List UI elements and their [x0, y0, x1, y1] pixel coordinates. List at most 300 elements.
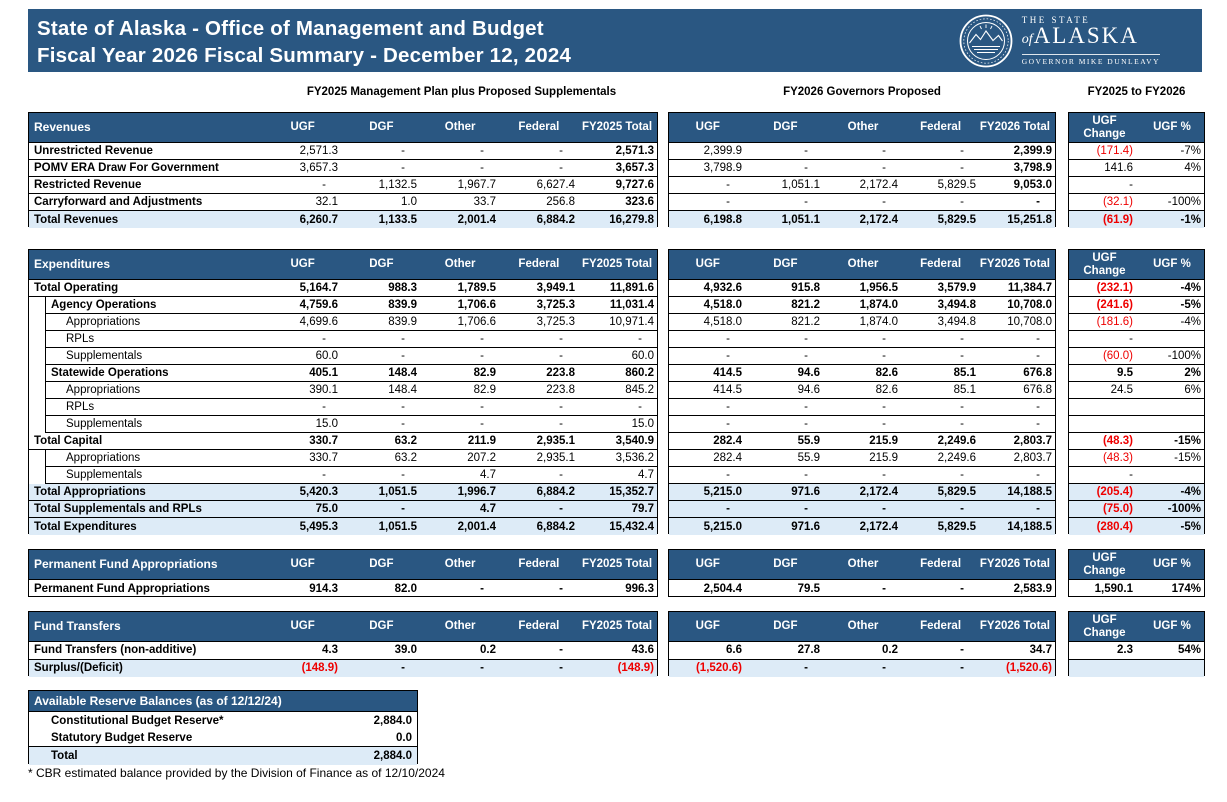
table-block	[1068, 249, 1205, 534]
cell: -	[322, 333, 326, 345]
cell: 2,803.7	[1013, 435, 1052, 447]
row-content	[46, 331, 657, 348]
cell: (148.9)	[301, 662, 338, 675]
row-content	[1069, 660, 1204, 678]
cell: 3,657.3	[299, 162, 338, 174]
row-content	[1069, 484, 1204, 501]
cell: 63.2	[394, 435, 417, 447]
cell: 6,260.7	[299, 213, 338, 226]
table-row	[669, 399, 1055, 416]
cell: 94.6	[797, 384, 820, 396]
table-row	[29, 314, 657, 331]
cell: 2,399.9	[1013, 145, 1052, 157]
cell: -	[1036, 196, 1040, 208]
column-header-ugf: UGF	[695, 258, 720, 270]
cell: 32.1	[315, 196, 338, 208]
indent-spacer	[29, 297, 46, 314]
table-row	[669, 580, 1055, 598]
cell: -	[882, 418, 886, 430]
table-row	[669, 365, 1055, 382]
table-header-row	[669, 550, 1055, 580]
cell: 988.3	[388, 282, 417, 294]
cell: 4.7	[480, 469, 496, 481]
row-content	[1069, 314, 1204, 331]
cell: 10,971.4	[609, 316, 654, 328]
table-row	[29, 518, 657, 535]
cell: 1,996.7	[457, 486, 496, 498]
cell: 323.6	[625, 196, 654, 208]
cell: -	[960, 644, 964, 657]
column-header-federal: Federal	[518, 620, 560, 632]
table-row	[29, 660, 657, 678]
cell: 2,172.4	[859, 213, 898, 226]
row-content	[669, 365, 1055, 382]
cell: 211.9	[467, 435, 496, 447]
cell: 15,352.7	[609, 486, 654, 498]
column-header-other: Other	[847, 620, 879, 632]
cell: -	[322, 469, 326, 481]
table-row	[1069, 280, 1204, 297]
cell: 3,725.3	[536, 316, 575, 328]
cell: 3,798.9	[703, 162, 742, 174]
cell: -	[480, 145, 484, 157]
cell: -	[1129, 333, 1133, 345]
table-row	[1069, 143, 1204, 160]
cell: 5,164.7	[299, 282, 338, 294]
cell: 996.3	[625, 583, 654, 595]
cell: -	[1036, 469, 1040, 481]
row-content	[669, 280, 1055, 297]
cell: 223.8	[546, 367, 575, 379]
cell: -	[804, 145, 808, 157]
row-label: Appropriations	[66, 452, 141, 464]
row-content	[669, 348, 1055, 365]
row-content	[669, 580, 1055, 598]
cell: 4.7	[638, 469, 654, 481]
cell: -	[804, 662, 808, 675]
cell: -	[882, 583, 886, 595]
cell: 1,051.5	[378, 520, 417, 533]
cell: -	[960, 196, 964, 208]
cell: -	[882, 401, 886, 413]
row-content	[29, 160, 657, 177]
cell: -	[1036, 350, 1040, 362]
cell: -	[960, 469, 964, 481]
cell: 39.0	[394, 644, 417, 657]
row-content	[29, 580, 657, 598]
cell: -	[804, 196, 808, 208]
row-content	[669, 450, 1055, 467]
row-label: Total Revenues	[34, 213, 119, 226]
row-content	[669, 467, 1055, 484]
row-label: POMV ERA Draw For Government	[34, 162, 219, 174]
column-header-federal: Federal	[920, 620, 962, 632]
row-label: Restricted Revenue	[34, 179, 142, 191]
cell: 5,495.3	[299, 520, 338, 533]
table-header-row	[1069, 113, 1204, 143]
cell: 54%	[1177, 644, 1201, 657]
cell: 60.0	[631, 350, 654, 362]
cell: (181.6)	[1096, 316, 1133, 328]
table-row	[669, 297, 1055, 314]
cell: 3,949.1	[536, 282, 575, 294]
table-block	[668, 249, 1056, 534]
reserve-table-title: Available Reserve Balances (as of 12/12/24)	[34, 693, 282, 708]
cell: -	[1036, 418, 1040, 430]
table-header-row	[29, 250, 657, 280]
section-header-label: Permanent Fund Appropriations	[34, 557, 218, 571]
column-header-ugf-change	[1069, 250, 1140, 279]
row-label: Appropriations	[66, 384, 141, 396]
column-header-ugf-change	[1069, 612, 1140, 641]
table-row	[29, 331, 657, 348]
cell: 5,829.5	[937, 520, 976, 533]
cell: -	[726, 469, 730, 481]
cell: 14,188.5	[1007, 486, 1052, 498]
cell: -	[882, 350, 886, 362]
row-content	[1069, 382, 1204, 399]
cell: -	[559, 418, 563, 430]
cell: 390.1	[309, 384, 338, 396]
column-header-ugf-pct: UGF %	[1153, 258, 1191, 270]
cell: -	[1036, 503, 1040, 515]
column-header-fy2026-total: FY2026 Total	[979, 121, 1050, 133]
table-row	[29, 297, 657, 314]
cell: 85.1	[953, 367, 976, 379]
row-content	[46, 314, 657, 331]
row-label: Agency Operations	[51, 299, 157, 311]
row-content	[29, 747, 417, 765]
cell: (280.4)	[1096, 520, 1133, 533]
column-header-federal: Federal	[518, 121, 560, 133]
cell: 4,699.6	[299, 316, 338, 328]
column-header-ugf-change	[1069, 113, 1140, 142]
cell: -	[882, 469, 886, 481]
table-row	[669, 501, 1055, 518]
table-row	[29, 399, 657, 416]
column-header-other: Other	[444, 620, 476, 632]
indent-spacer	[29, 314, 46, 331]
column-header-ugf-pct: UGF %	[1153, 121, 1191, 133]
cell: 4,932.6	[703, 282, 742, 294]
cell: 1,789.5	[457, 282, 496, 294]
cell: -	[804, 162, 808, 174]
cell: 1,874.0	[859, 299, 898, 311]
cbr-footnote: * CBR estimated balance provided by the Division of Finance as of 12/10/2024	[28, 766, 445, 780]
cell: 2,803.7	[1013, 452, 1052, 464]
cell: -7%	[1180, 145, 1201, 157]
table-block	[668, 112, 1056, 227]
cell: 5,829.5	[937, 179, 976, 191]
cell: -	[804, 418, 808, 430]
cell: (48.3)	[1102, 452, 1133, 464]
table-header-row	[1069, 612, 1204, 642]
row-content	[1069, 211, 1204, 228]
indent-spacer	[29, 450, 46, 467]
cell: 3,536.2	[615, 452, 654, 464]
row-content	[29, 194, 657, 211]
reserve-row-value: 2,884.0	[373, 749, 412, 762]
cell: -	[322, 179, 326, 191]
cell: 11,384.7	[1007, 282, 1052, 294]
cell: 79.5	[797, 583, 820, 595]
cell: 1,051.5	[378, 486, 417, 498]
cell: 1.0	[401, 196, 417, 208]
cell: 3,540.9	[615, 435, 654, 447]
column-header-other: Other	[847, 558, 879, 570]
cell: (32.1)	[1102, 196, 1133, 208]
row-label: Statewide Operations	[51, 367, 169, 379]
column-header-ugf: UGF	[290, 258, 315, 270]
row-content	[669, 143, 1055, 160]
table-row	[669, 194, 1055, 211]
table-row	[1069, 501, 1204, 518]
table-row	[29, 501, 657, 518]
row-label: Total Capital	[34, 435, 103, 447]
cell: -	[559, 583, 563, 595]
cell: 215.9	[869, 435, 898, 447]
logo-alaska	[1022, 25, 1160, 51]
cell: -	[726, 196, 730, 208]
column-header-dgf: DGF	[369, 620, 394, 632]
cell: -	[559, 350, 563, 362]
row-content	[669, 297, 1055, 314]
table-block	[1068, 549, 1205, 597]
row-label: Surplus/(Deficit)	[34, 662, 123, 675]
column-header-federal: Federal	[920, 121, 962, 133]
table-header-row	[1069, 250, 1204, 280]
cell: 6,198.8	[703, 213, 742, 226]
state-of-alaska-logo	[959, 14, 1202, 68]
cell: 11,891.6	[609, 282, 654, 294]
row-label: Total Supplementals and RPLs	[34, 503, 202, 515]
table-row	[1069, 211, 1204, 228]
group-title-fy2026-proposed: FY2026 Governors Proposed	[783, 86, 941, 98]
table-header-row	[29, 113, 657, 143]
table-row	[29, 642, 657, 660]
cell: 24.5	[1110, 384, 1133, 396]
cell: 9.5	[1117, 367, 1133, 379]
cell: 27.8	[797, 644, 820, 657]
cell: -	[804, 503, 808, 515]
cell: (61.9)	[1102, 213, 1133, 226]
table-block	[28, 549, 658, 597]
table-block	[28, 112, 658, 227]
cell: 2,583.9	[1013, 583, 1052, 595]
cell: 11,031.4	[609, 299, 654, 311]
row-content	[669, 484, 1055, 501]
cell: 1,590.1	[1094, 583, 1133, 595]
cell: -	[401, 145, 405, 157]
cell: -	[559, 145, 563, 157]
row-content	[46, 416, 657, 433]
cell: 82.6	[875, 384, 898, 396]
cell: -	[322, 401, 326, 413]
column-header-ugf-pct: UGF %	[1153, 620, 1191, 632]
cell: -	[804, 469, 808, 481]
page-title-line1: State of Alaska - Office of Management and Budget	[37, 16, 544, 40]
row-content	[1069, 280, 1204, 297]
table-row	[1069, 194, 1204, 211]
group-title-fy2025-plan: FY2025 Management Plan plus Proposed Supplementals	[306, 86, 617, 98]
cell: -15%	[1174, 435, 1201, 447]
row-label: RPLs	[66, 401, 95, 413]
cell: -	[960, 418, 964, 430]
table-header-row	[1069, 550, 1204, 580]
reserve-table-header	[29, 691, 417, 712]
cell: 5,215.0	[703, 520, 742, 533]
row-content	[29, 211, 657, 228]
column-header-federal: Federal	[920, 558, 962, 570]
cell: (75.0)	[1102, 503, 1133, 515]
cell: 15,432.4	[609, 520, 654, 533]
row-content	[669, 642, 1055, 660]
row-content	[669, 211, 1055, 228]
table-row	[1069, 314, 1204, 331]
cell: 6.6	[726, 644, 742, 657]
column-header-dgf: DGF	[369, 558, 394, 570]
ugf-change-label: UGF Change	[1083, 613, 1126, 639]
table-row	[1069, 160, 1204, 177]
cell: 3,579.9	[937, 282, 976, 294]
cell: -	[559, 662, 563, 675]
cell: 414.5	[713, 384, 742, 396]
cell: -15%	[1174, 452, 1201, 464]
cell: -	[726, 179, 730, 191]
section-header-label: Fund Transfers	[34, 619, 121, 633]
cell: 3,798.9	[1013, 162, 1052, 174]
table-block	[1068, 611, 1205, 676]
cell: 2.3	[1117, 644, 1133, 657]
cell: 60.0	[315, 350, 338, 362]
cell: -	[960, 145, 964, 157]
row-content	[1069, 348, 1204, 365]
cell: -	[960, 583, 964, 595]
cell: 6,884.2	[536, 520, 575, 533]
cell: 1,051.1	[781, 213, 820, 226]
reserve-row-label: Total	[51, 749, 78, 762]
column-header-ugf: UGF	[695, 558, 720, 570]
cell: -4%	[1180, 486, 1201, 498]
row-content	[46, 348, 657, 365]
cell: -	[559, 503, 563, 515]
row-content	[1069, 416, 1204, 433]
cell: 915.8	[791, 282, 820, 294]
row-label: Appropriations	[66, 316, 141, 328]
cell: -100%	[1167, 350, 1201, 362]
row-content	[29, 501, 657, 518]
cell: 414.5	[713, 367, 742, 379]
table-row	[1069, 331, 1204, 348]
table-row	[29, 177, 657, 194]
row-content	[46, 399, 657, 416]
cell: 75.0	[315, 503, 338, 515]
cell: -	[882, 503, 886, 515]
table-row	[1069, 365, 1204, 382]
column-header-fy2025-total: FY2025 Total	[581, 620, 653, 632]
cell: 55.9	[797, 452, 820, 464]
reserve-row-label: Constitutional Budget Reserve*	[51, 714, 224, 727]
cell: 2,504.4	[703, 583, 742, 595]
table-row	[1069, 484, 1204, 501]
row-label: Supplementals	[66, 469, 143, 481]
group-title-fy2025-to-fy2026: FY2025 to FY2026	[1087, 86, 1186, 98]
row-content	[29, 433, 657, 450]
table-row	[669, 314, 1055, 331]
column-header-federal: Federal	[518, 558, 560, 570]
logo-governor: GOVERNOR MIKE DUNLEAVY	[1022, 54, 1160, 66]
table-row	[669, 160, 1055, 177]
cell: -	[960, 662, 964, 675]
table-row	[29, 416, 657, 433]
cell: -	[401, 503, 405, 515]
table-row	[29, 484, 657, 501]
cell: 0.2	[882, 644, 898, 657]
row-content	[669, 660, 1055, 678]
cell: -	[804, 401, 808, 413]
cell: -1%	[1180, 213, 1201, 226]
logo-the-state: THE STATE	[1021, 15, 1091, 25]
table-row	[1069, 642, 1204, 660]
cell: (60.0)	[1102, 350, 1133, 362]
cell: 676.8	[1023, 367, 1052, 379]
cell: 282.4	[713, 452, 742, 464]
table-row	[1069, 348, 1204, 365]
row-content	[669, 382, 1055, 399]
cell: -	[804, 333, 808, 345]
column-header-fy2025-total: FY2025 Total	[581, 121, 653, 133]
cell: -4%	[1180, 316, 1201, 328]
cell: 3,725.3	[536, 299, 575, 311]
cell: 207.2	[467, 452, 496, 464]
indent-spacer	[29, 331, 46, 348]
cell: 2,571.3	[615, 145, 654, 157]
cell: -	[559, 162, 563, 174]
table-row	[669, 660, 1055, 678]
cell: -	[882, 162, 886, 174]
cell: 4.7	[480, 503, 496, 515]
cell: 1,706.6	[457, 299, 496, 311]
row-content	[1069, 518, 1204, 535]
cell: -	[638, 401, 642, 413]
cell: 10,708.0	[1007, 299, 1052, 311]
cell: -	[1129, 469, 1133, 481]
column-header-ugf-change	[1069, 550, 1140, 579]
table-row	[669, 143, 1055, 160]
column-header-dgf: DGF	[369, 258, 394, 270]
cell: (171.4)	[1096, 145, 1133, 157]
table-row	[1069, 177, 1204, 194]
column-header-ugf: UGF	[290, 558, 315, 570]
cell: 1,956.5	[859, 282, 898, 294]
cell: -	[882, 662, 886, 675]
indent-spacer	[29, 399, 46, 416]
cell: 55.9	[797, 435, 820, 447]
cell: -	[559, 401, 563, 413]
cell: 6%	[1184, 384, 1201, 396]
column-header-other: Other	[444, 258, 476, 270]
cell: 256.8	[546, 196, 575, 208]
column-header-fy2025-total: FY2025 Total	[581, 258, 653, 270]
cell: 15.0	[315, 418, 338, 430]
table-row	[29, 433, 657, 450]
cell: -	[401, 418, 405, 430]
row-label: Fund Transfers (non-additive)	[34, 644, 197, 657]
reserve-row	[29, 712, 417, 730]
table-row	[29, 160, 657, 177]
table-block	[668, 611, 1056, 676]
cell: -	[960, 350, 964, 362]
